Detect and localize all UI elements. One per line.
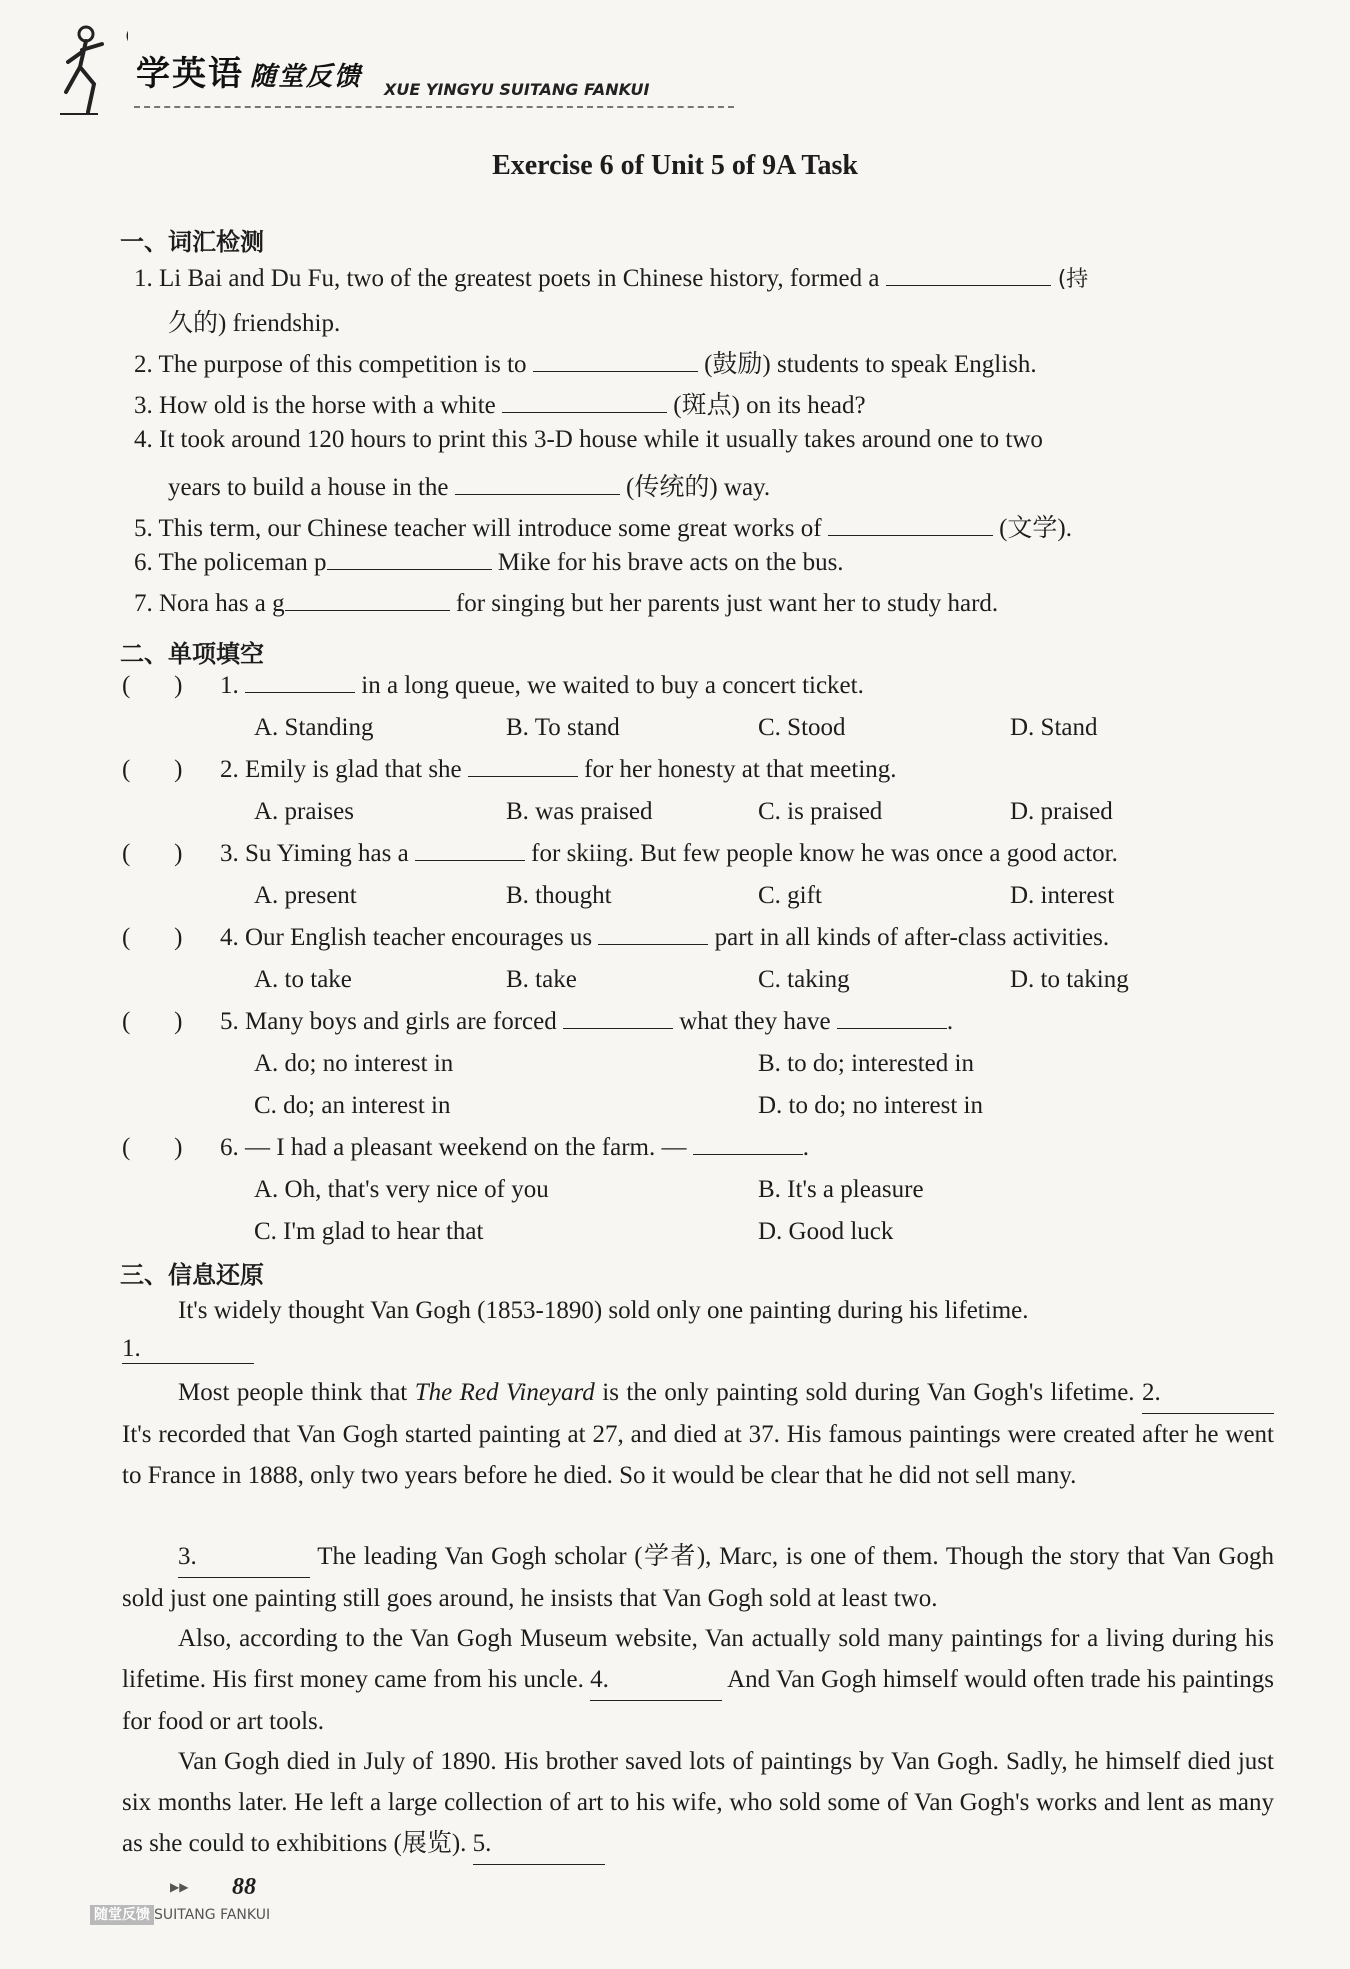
option-d[interactable]: D. praised	[1010, 798, 1113, 825]
choice-question-6: 6. — I had a pleasant weekend on the farm. — .	[220, 1134, 810, 1161]
vocab-item-4-cont: years to build a house in the (传统的) way.	[168, 474, 771, 501]
answer-blank[interactable]	[502, 411, 667, 413]
choice-question-4: 4. Our English teacher encourages us part in all kinds of after-class activities.	[220, 924, 1110, 951]
section-choice-heading: 二、单项填空	[120, 640, 264, 668]
vocab-item-5: 5. This term, our Chinese teacher will introduce some great works of (文学).	[134, 515, 1072, 542]
option-d[interactable]: D. to taking	[1010, 966, 1129, 993]
vocab-item-4: 4. It took around 120 hours to print this 3-D house while it usually takes around one to two	[134, 426, 1043, 453]
reading-blank-1[interactable]: 1.	[122, 1335, 254, 1364]
reading-blank-5[interactable]: 5.	[473, 1823, 605, 1865]
vocab-item-2: 2. The purpose of this competition is to (鼓励) students to speak English.	[134, 351, 1037, 378]
answer-blank[interactable]	[886, 284, 1051, 286]
answer-blank[interactable]	[468, 775, 578, 777]
option-a[interactable]: A. present	[254, 882, 357, 909]
option-c[interactable]: C. gift	[758, 882, 822, 909]
choice-question-3: 3. Su Yiming has a for skiing. But few people know he was once a good actor.	[220, 840, 1118, 867]
reading-paragraph-3: 3. The leading Van Gogh scholar (学者), Marc, is one of them. Though the story that Van Gogh sold just one painting still goes around, he insists that Van Gogh sold at least two.	[122, 1536, 1274, 1619]
answer-blank[interactable]	[563, 1027, 673, 1029]
answer-blank[interactable]	[837, 1027, 947, 1029]
reading-blank-4[interactable]: 4.	[590, 1659, 722, 1701]
option-b[interactable]: B. thought	[506, 882, 612, 909]
vocab-item-3: 3. How old is the horse with a white (斑点) on its head?	[134, 392, 866, 419]
answer-blank[interactable]	[245, 691, 355, 693]
option-b[interactable]: B. to do; interested in	[758, 1050, 974, 1077]
option-b[interactable]: B. take	[506, 966, 577, 993]
option-c[interactable]: C. is praised	[758, 798, 883, 825]
page-title: Exercise 6 of Unit 5 of 9A Task	[492, 150, 858, 181]
option-c[interactable]: C. do; an interest in	[254, 1092, 451, 1119]
vocab-item-6: 6. The policeman p Mike for his brave acts on the bus.	[134, 549, 844, 576]
answer-blank[interactable]	[693, 1153, 803, 1155]
brand-pinyin: XUE YINGYU SUITANG FANKUI	[384, 80, 650, 99]
answer-blank[interactable]	[828, 534, 993, 536]
reading-blank-2[interactable]: 2.	[1142, 1372, 1274, 1414]
double-arrow-icon: ▶▶	[170, 1880, 189, 1894]
answer-blank[interactable]	[455, 493, 620, 495]
vocab-item-7: 7. Nora has a g for singing but her parents just want her to study hard.	[134, 590, 999, 617]
answer-blank[interactable]	[327, 568, 492, 570]
answer-bracket[interactable]: ( )	[122, 924, 183, 951]
option-d[interactable]: D. Stand	[1010, 714, 1098, 741]
footer-tag: 随堂反馈 SUITANG FANKUI	[90, 1904, 270, 1926]
option-c[interactable]: C. taking	[758, 966, 850, 993]
choice-question-1: 1. in a long queue, we waited to buy a concert ticket.	[220, 672, 864, 699]
runner-logo-icon	[58, 22, 128, 117]
reading-paragraph-1: It's widely thought Van Gogh (1853-1890) sold only one painting during his lifetime.	[178, 1297, 1029, 1324]
option-d[interactable]: D. interest	[1010, 882, 1115, 909]
section-reading-heading: 三、信息还原	[120, 1261, 264, 1289]
answer-bracket[interactable]: ( )	[122, 1008, 183, 1035]
brand-title: 学英语 随堂反馈	[136, 54, 363, 94]
option-b[interactable]: B. was praised	[506, 798, 653, 825]
page-header	[58, 18, 678, 118]
vocab-item-1: 1. Li Bai and Du Fu, two of the greatest poets in Chinese history, formed a (持	[134, 265, 1089, 292]
section-vocabulary-heading: 一、词汇检测	[120, 228, 264, 256]
answer-blank[interactable]	[285, 609, 450, 611]
choice-question-5: 5. Many boys and girls are forced what they have .	[220, 1008, 954, 1035]
header-divider	[134, 106, 734, 108]
option-a[interactable]: A. to take	[254, 966, 352, 993]
reading-blank-3[interactable]: 3.	[178, 1536, 310, 1578]
option-b[interactable]: B. It's a pleasure	[758, 1176, 924, 1203]
option-a[interactable]: A. Standing	[254, 714, 374, 741]
choice-question-2: 2. Emily is glad that she for her honesty at that meeting.	[220, 756, 897, 783]
option-d[interactable]: D. to do; no interest in	[758, 1092, 983, 1119]
answer-bracket[interactable]: ( )	[122, 756, 183, 783]
answer-bracket[interactable]: ( )	[122, 672, 183, 699]
option-a[interactable]: A. do; no interest in	[254, 1050, 454, 1077]
option-b[interactable]: B. To stand	[506, 714, 620, 741]
answer-bracket[interactable]: ( )	[122, 1134, 183, 1161]
option-a[interactable]: A. praises	[254, 798, 354, 825]
reading-paragraph-5: Van Gogh died in July of 1890. His brother saved lots of paintings by Van Gogh. Sadly, he himself died just six months later. He left a large collection of art to his wife, who sold some of Van Gogh's works and lent as many as she could to exhibitions (展览). 5.	[122, 1741, 1274, 1865]
option-d[interactable]: D. Good luck	[758, 1218, 894, 1245]
answer-blank[interactable]	[598, 943, 708, 945]
vocab-item-1-cont: 久的) friendship.	[168, 310, 341, 337]
reading-paragraph-4: Also, according to the Van Gogh Museum website, Van actually sold many paintings for a living during his lifetime. His first money came from his uncle. 4. And Van Gogh himself would often trade his paintings for food or art tools.	[122, 1625, 1274, 1735]
answer-bracket[interactable]: ( )	[122, 840, 183, 867]
reading-paragraph-2: Most people think that The Red Vineyard is the only painting sold during Van Gogh's lifetime. 2. It's recorded that Van Gogh started painting at 27, and died at 37. His famous paintings were created after he went to France in 1888, only two years before he died. So it would be clear that he did not sell many.	[122, 1372, 1274, 1496]
page-number: 88	[232, 1874, 256, 1900]
answer-blank[interactable]	[415, 859, 525, 861]
option-c[interactable]: C. I'm glad to hear that	[254, 1218, 484, 1245]
option-c[interactable]: C. Stood	[758, 714, 846, 741]
option-a[interactable]: A. Oh, that's very nice of you	[254, 1176, 549, 1203]
answer-blank[interactable]	[533, 370, 698, 372]
